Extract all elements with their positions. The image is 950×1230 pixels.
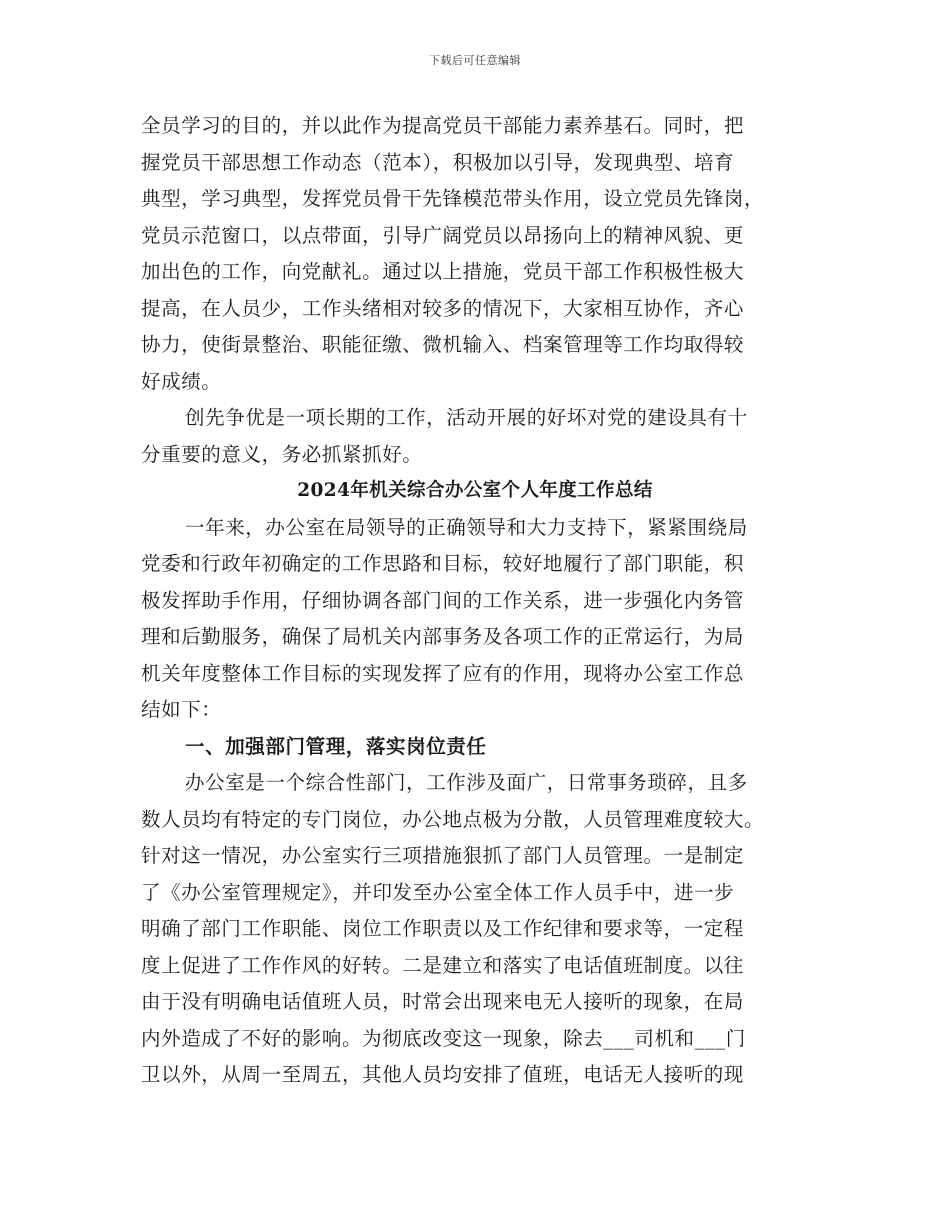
paragraph-line: 极发挥助手作用，仔细协调各部门间的工作关系，进一步强化内务管: [141, 588, 745, 612]
header-note: 下载后可任意编辑: [429, 54, 521, 67]
document-body: [141, 108, 809, 1094]
paragraph-line: 卫以外，从周一至周五，其他人员均安排了值班，电话无人接听的现: [141, 1063, 745, 1086]
paragraph-line: 加出色的工作，向党献礼。通过以上措施，党员干部工作积极性极大: [141, 260, 745, 283]
paragraph-line: 明确了部门工作职能、岗位工作职责以及工作纪律和要求等，一定程: [141, 917, 745, 940]
paragraph-line: 党委和行政年初确定的工作思路和目标，较好地履行了部门职能，积: [141, 552, 745, 575]
paragraph-line: 由于没有明确电话值班人员，时常会出现来电无人接听的现象，在局: [141, 990, 745, 1013]
section-heading: 一、加强部门管理，落实岗位责任: [185, 734, 487, 758]
paragraph-line: 一年来，办公室在局领导的正确领导和大力支持下，紧紧围绕局: [185, 515, 748, 539]
paragraph-line: 握党员干部思想工作动态（范本），积极加以引导，发现典型、培育: [141, 150, 735, 174]
paragraph-line: 度上促进了工作作风的好转。二是建立和落实了电话值班制度。以往: [141, 953, 745, 977]
paragraph-line: 针对这一情况，办公室实行三项措施狠抓了部门人员管理。一是制定: [141, 844, 745, 867]
paragraph-line: 分重要的意义，务必抓紧抓好。: [141, 442, 423, 466]
paragraph-line: 数人员均有特定的专门岗位，办公地点极为分散，人员管理难度较大。: [141, 807, 765, 831]
paragraph-line: 机关年度整体工作目标的实现发挥了应有的作用，现将办公室工作总: [141, 661, 745, 685]
document-title: 2024年机关综合办公室个人年度工作总结: [297, 480, 653, 501]
paragraph-line: 创先争优是一项长期的工作，活动开展的好坏对党的建设具有十: [185, 406, 748, 429]
paragraph-line: 理和后勤服务，确保了局机关内部事务及各项工作的正常运行，为局: [141, 625, 745, 648]
paragraph-line: 提高，在人员少，工作头绪相对较多的情况下，大家相互协作，齐心: [141, 296, 745, 320]
paragraph-line: 好成绩。: [141, 369, 222, 393]
paragraph-line: 结如下：: [141, 698, 222, 721]
paragraph-line: 办公室是一个综合性部门，工作涉及面广，日常事务琐碎，且多: [185, 771, 748, 794]
paragraph-line: 协力，使街景整治、职能征缴、微机输入、档案管理等工作均取得较: [141, 333, 745, 356]
paragraph-line: 内外造成了不好的影响。为彻底改变这一现象，除去___司机和___门: [141, 1026, 746, 1050]
paragraph-line: 党员示范窗口，以点带面，引导广阔党员以昂扬向上的精神风貌、更: [141, 223, 745, 247]
paragraph-line: 了《办公室管理规定》，并印发至办公室全体工作人员手中，进一步: [141, 880, 735, 904]
paragraph-line: 全员学习的目的，并以此作为提高党员干部能力素养基石。同时，把: [141, 114, 745, 137]
paragraph-line: 典型，学习典型，发挥党员骨干先锋模范带头作用，设立党员先锋岗，: [141, 187, 765, 210]
